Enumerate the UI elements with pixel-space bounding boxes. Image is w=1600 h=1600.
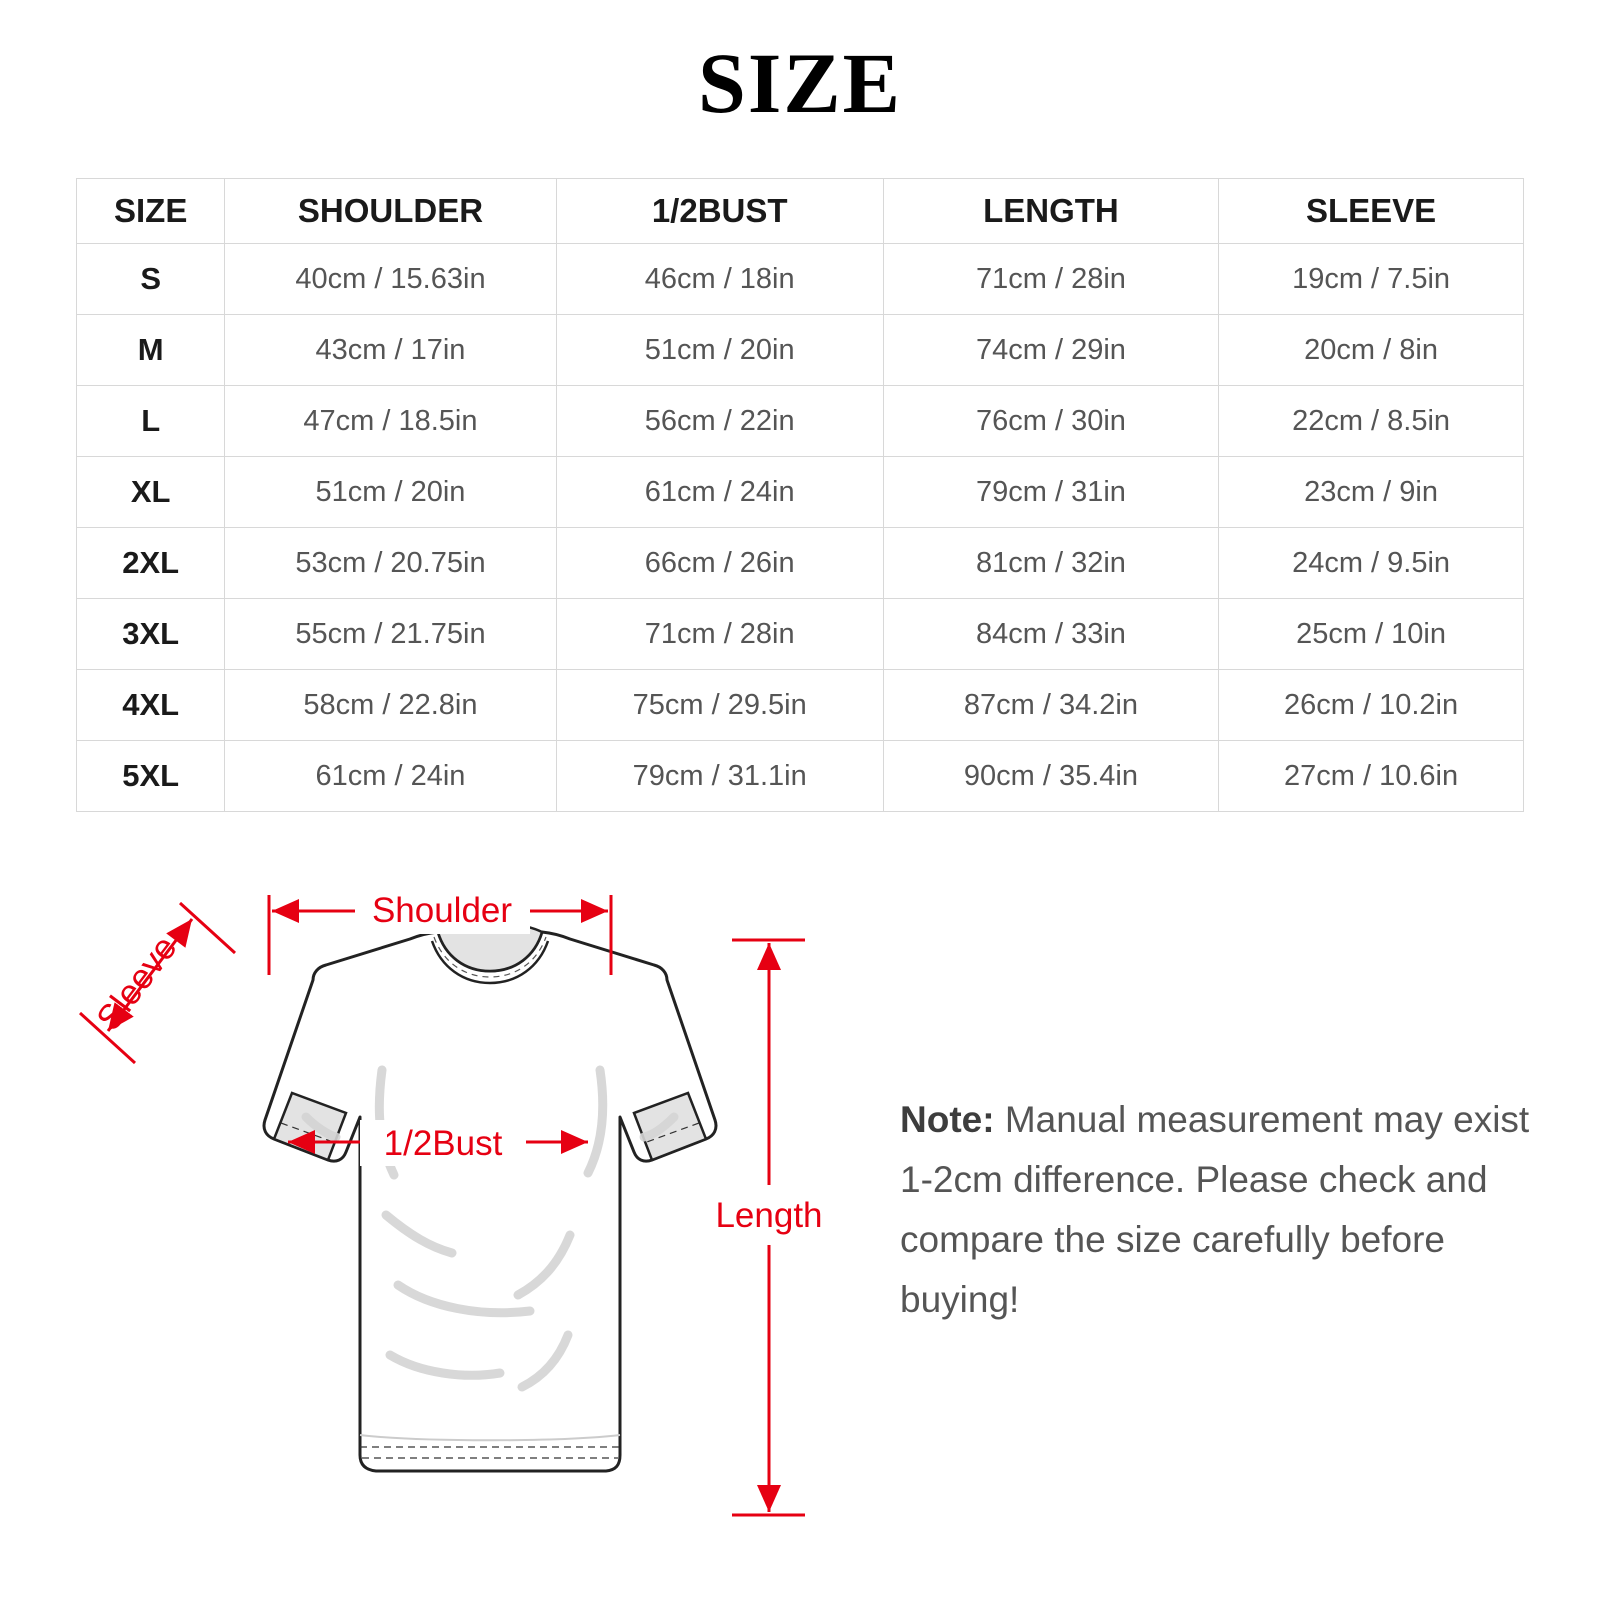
shoulder-label: Shoulder bbox=[371, 891, 513, 930]
table-row bbox=[77, 670, 1524, 741]
cell-length: 81cm / 32in bbox=[883, 528, 1218, 599]
cell-sleeve: 26cm / 10.2in bbox=[1219, 670, 1524, 741]
table-row bbox=[77, 386, 1524, 457]
length-dimension bbox=[715, 940, 822, 1515]
table-header-row bbox=[77, 179, 1524, 244]
cell-sleeve: 25cm / 10in bbox=[1219, 599, 1524, 670]
cell-bust: 71cm / 28in bbox=[556, 599, 883, 670]
note-block bbox=[900, 1090, 1560, 1330]
cell-length: 84cm / 33in bbox=[883, 599, 1218, 670]
cell-length: 87cm / 34.2in bbox=[883, 670, 1218, 741]
cell-bust: 75cm / 29.5in bbox=[556, 670, 883, 741]
cell-bust: 46cm / 18in bbox=[556, 244, 883, 315]
table-row bbox=[77, 599, 1524, 670]
page-title: SIZE bbox=[697, 35, 903, 131]
cell-size: 3XL bbox=[77, 599, 225, 670]
cell-size: S bbox=[77, 244, 225, 315]
tshirt-illustration bbox=[264, 923, 716, 1471]
cell-bust: 66cm / 26in bbox=[556, 528, 883, 599]
cell-shoulder: 61cm / 24in bbox=[225, 741, 556, 812]
cell-size: 4XL bbox=[77, 670, 225, 741]
cell-size: L bbox=[77, 386, 225, 457]
cell-length: 79cm / 31in bbox=[883, 457, 1218, 528]
cell-sleeve: 23cm / 9in bbox=[1219, 457, 1524, 528]
table-row bbox=[77, 457, 1524, 528]
size-chart-table bbox=[76, 178, 1524, 812]
table-row bbox=[77, 528, 1524, 599]
column-header-sleeve: SLEEVE bbox=[1219, 179, 1524, 244]
cell-bust: 56cm / 22in bbox=[556, 386, 883, 457]
cell-shoulder: 58cm / 22.8in bbox=[225, 670, 556, 741]
measurement-diagram bbox=[60, 855, 890, 1555]
column-header-shoulder: SHOULDER bbox=[225, 179, 556, 244]
cell-size: XL bbox=[77, 457, 225, 528]
cell-sleeve: 27cm / 10.6in bbox=[1219, 741, 1524, 812]
cell-bust: 51cm / 20in bbox=[556, 315, 883, 386]
cell-length: 74cm / 29in bbox=[883, 315, 1218, 386]
table-row bbox=[77, 315, 1524, 386]
cell-shoulder: 47cm / 18.5in bbox=[225, 386, 556, 457]
cell-length: 76cm / 30in bbox=[883, 386, 1218, 457]
cell-sleeve: 22cm / 8.5in bbox=[1219, 386, 1524, 457]
cell-shoulder: 43cm / 17in bbox=[225, 315, 556, 386]
sleeve-label: Sleeve bbox=[89, 928, 185, 1038]
column-header-bust: 1/2BUST bbox=[556, 179, 883, 244]
sleeve-dimension bbox=[80, 903, 235, 1063]
cell-shoulder: 40cm / 15.63in bbox=[225, 244, 556, 315]
note-text: Manual measurement may exist 1-2cm difference. Please check and compare the size carefully before buying! bbox=[900, 1099, 1530, 1320]
cell-bust: 79cm / 31.1in bbox=[556, 741, 883, 812]
cell-sleeve: 24cm / 9.5in bbox=[1219, 528, 1524, 599]
column-header-length: LENGTH bbox=[883, 179, 1218, 244]
column-header-size: SIZE bbox=[77, 179, 225, 244]
cell-shoulder: 55cm / 21.75in bbox=[225, 599, 556, 670]
table-row bbox=[77, 741, 1524, 812]
cell-sleeve: 20cm / 8in bbox=[1219, 315, 1524, 386]
cell-length: 71cm / 28in bbox=[883, 244, 1218, 315]
cell-sleeve: 19cm / 7.5in bbox=[1219, 244, 1524, 315]
note-label: Note: bbox=[900, 1099, 995, 1140]
cell-size: 2XL bbox=[77, 528, 225, 599]
length-label: Length bbox=[715, 1196, 823, 1235]
cell-size: M bbox=[77, 315, 225, 386]
bust-label: 1/2Bust bbox=[383, 1124, 503, 1163]
cell-shoulder: 53cm / 20.75in bbox=[225, 528, 556, 599]
cell-length: 90cm / 35.4in bbox=[883, 741, 1218, 812]
cell-bust: 61cm / 24in bbox=[556, 457, 883, 528]
cell-shoulder: 51cm / 20in bbox=[225, 457, 556, 528]
cell-size: 5XL bbox=[77, 741, 225, 812]
table-row bbox=[77, 244, 1524, 315]
